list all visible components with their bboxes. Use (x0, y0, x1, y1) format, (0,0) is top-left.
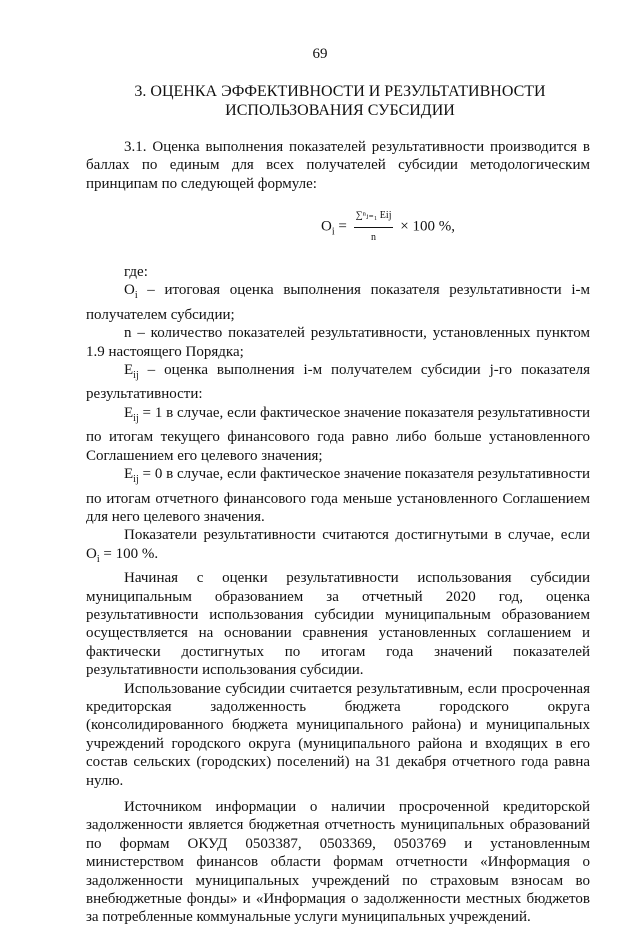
paragraph-gap (86, 790, 590, 798)
section-title-line-2: ИСПОЛЬЗОВАНИЯ СУБСИДИИ (225, 102, 455, 119)
formula-numerator: ∑ⁿⱼ₌₁ Eij (354, 207, 394, 227)
symbol-eij-0-sub: ij (133, 474, 139, 486)
definition-eij-0-text: = 0 в случае, если фактическое значение показателя результативности по итогам отчетного финансового года меньше установленного Соглашением для него целевого значения. (86, 466, 590, 525)
formula-lhs-sub: i (331, 226, 335, 238)
section-title (80, 82, 600, 120)
paragraph-achieved-sub: i (96, 553, 100, 565)
formula-equals: = (338, 218, 347, 235)
document-body (86, 138, 590, 927)
definition-oi (86, 281, 590, 324)
formula-rhs: × 100 %, (400, 218, 455, 235)
definition-eij (86, 361, 590, 404)
definition-oi-text: – итоговая оценка выполнения показателя результативности i-м получателем субсидии; (86, 282, 590, 323)
section-title-line-1: 3. ОЦЕНКА ЭФФЕКТИВНОСТИ И РЕЗУЛЬТАТИВНОСТИ (134, 83, 546, 100)
formula (86, 207, 590, 247)
paragraph-2020: Начиная с оценки результативности использования субсидии муниципальным образованием за отчетный 2020 год, оценка результативности использования субсидии муниципальным образованием осуществляется на основании сравнения установленных соглашением и фактически достигнутых по итогам года значений показателей результативности использования субсидии. (86, 570, 590, 679)
definition-n: n – количество показателей результативности, установленных пунктом 1.9 настоящего Порядка; (86, 325, 590, 360)
symbol-eij-1-sub: ij (133, 412, 139, 424)
definition-eij-text: – оценка выполнения i-м получателем субсидии j-го показателя результативности: (86, 362, 590, 403)
definition-eij-0 (86, 465, 590, 526)
definition-eij-1-text: = 1 в случае, если фактическое значение показателя результативности по итогам текущего финансового года равно либо больше установленного Соглашением его целевого значения; (86, 404, 590, 464)
symbol-oi: O (124, 282, 135, 299)
page-number: 69 (312, 46, 328, 62)
symbol-oi-sub: i (134, 290, 138, 302)
paragraph-3-1: 3.1. Оценка выполнения показателей результативности производится в баллах по единым для всех получателей субсидии методологическим принципам по следующей формуле: (86, 139, 590, 192)
symbol-eij-sub: ij (133, 370, 139, 382)
formula-fraction (354, 207, 394, 247)
where-label: где: (124, 264, 148, 281)
symbol-eij-1: E (124, 404, 134, 421)
paragraph-use: Использование субсидии считается результативным, если просроченная кредиторская задолженность бюджета городского округа (консолидированного бюджета муниципального района) и муниципальных учреждений городского округа (муниципального района и входящих в его состав сельских (городских) поселений) на 31 декабря отчетного года равна нулю. (86, 680, 590, 789)
paragraph-source: Источником информации о наличии просроченной кредиторской задолженности является бюджетная отчетность муниципальных образований по формам ОКУД 0503387, 0503369, 0503769 и установленным министерством финансов области формам отчетности «Информация о задолженности муниципальных учреждений по страховым взносам во внебюджетные фонды» и «Информация о задолженности местных бюджетов за потребленные коммунальные услуги муниципальных учреждений. (86, 799, 590, 926)
definition-eij-1 (86, 404, 590, 465)
formula-denominator: n (371, 231, 377, 243)
symbol-eij-0: E (124, 466, 134, 483)
paragraph-achieved-text-a: Показатели результативности считаются достигнутыми в случае, если O (86, 527, 590, 562)
paragraph-achieved-text-b: = 100 %. (99, 545, 159, 562)
paragraph-achieved (86, 526, 590, 569)
symbol-eij: E (124, 362, 134, 379)
formula-lhs: O (321, 218, 332, 235)
